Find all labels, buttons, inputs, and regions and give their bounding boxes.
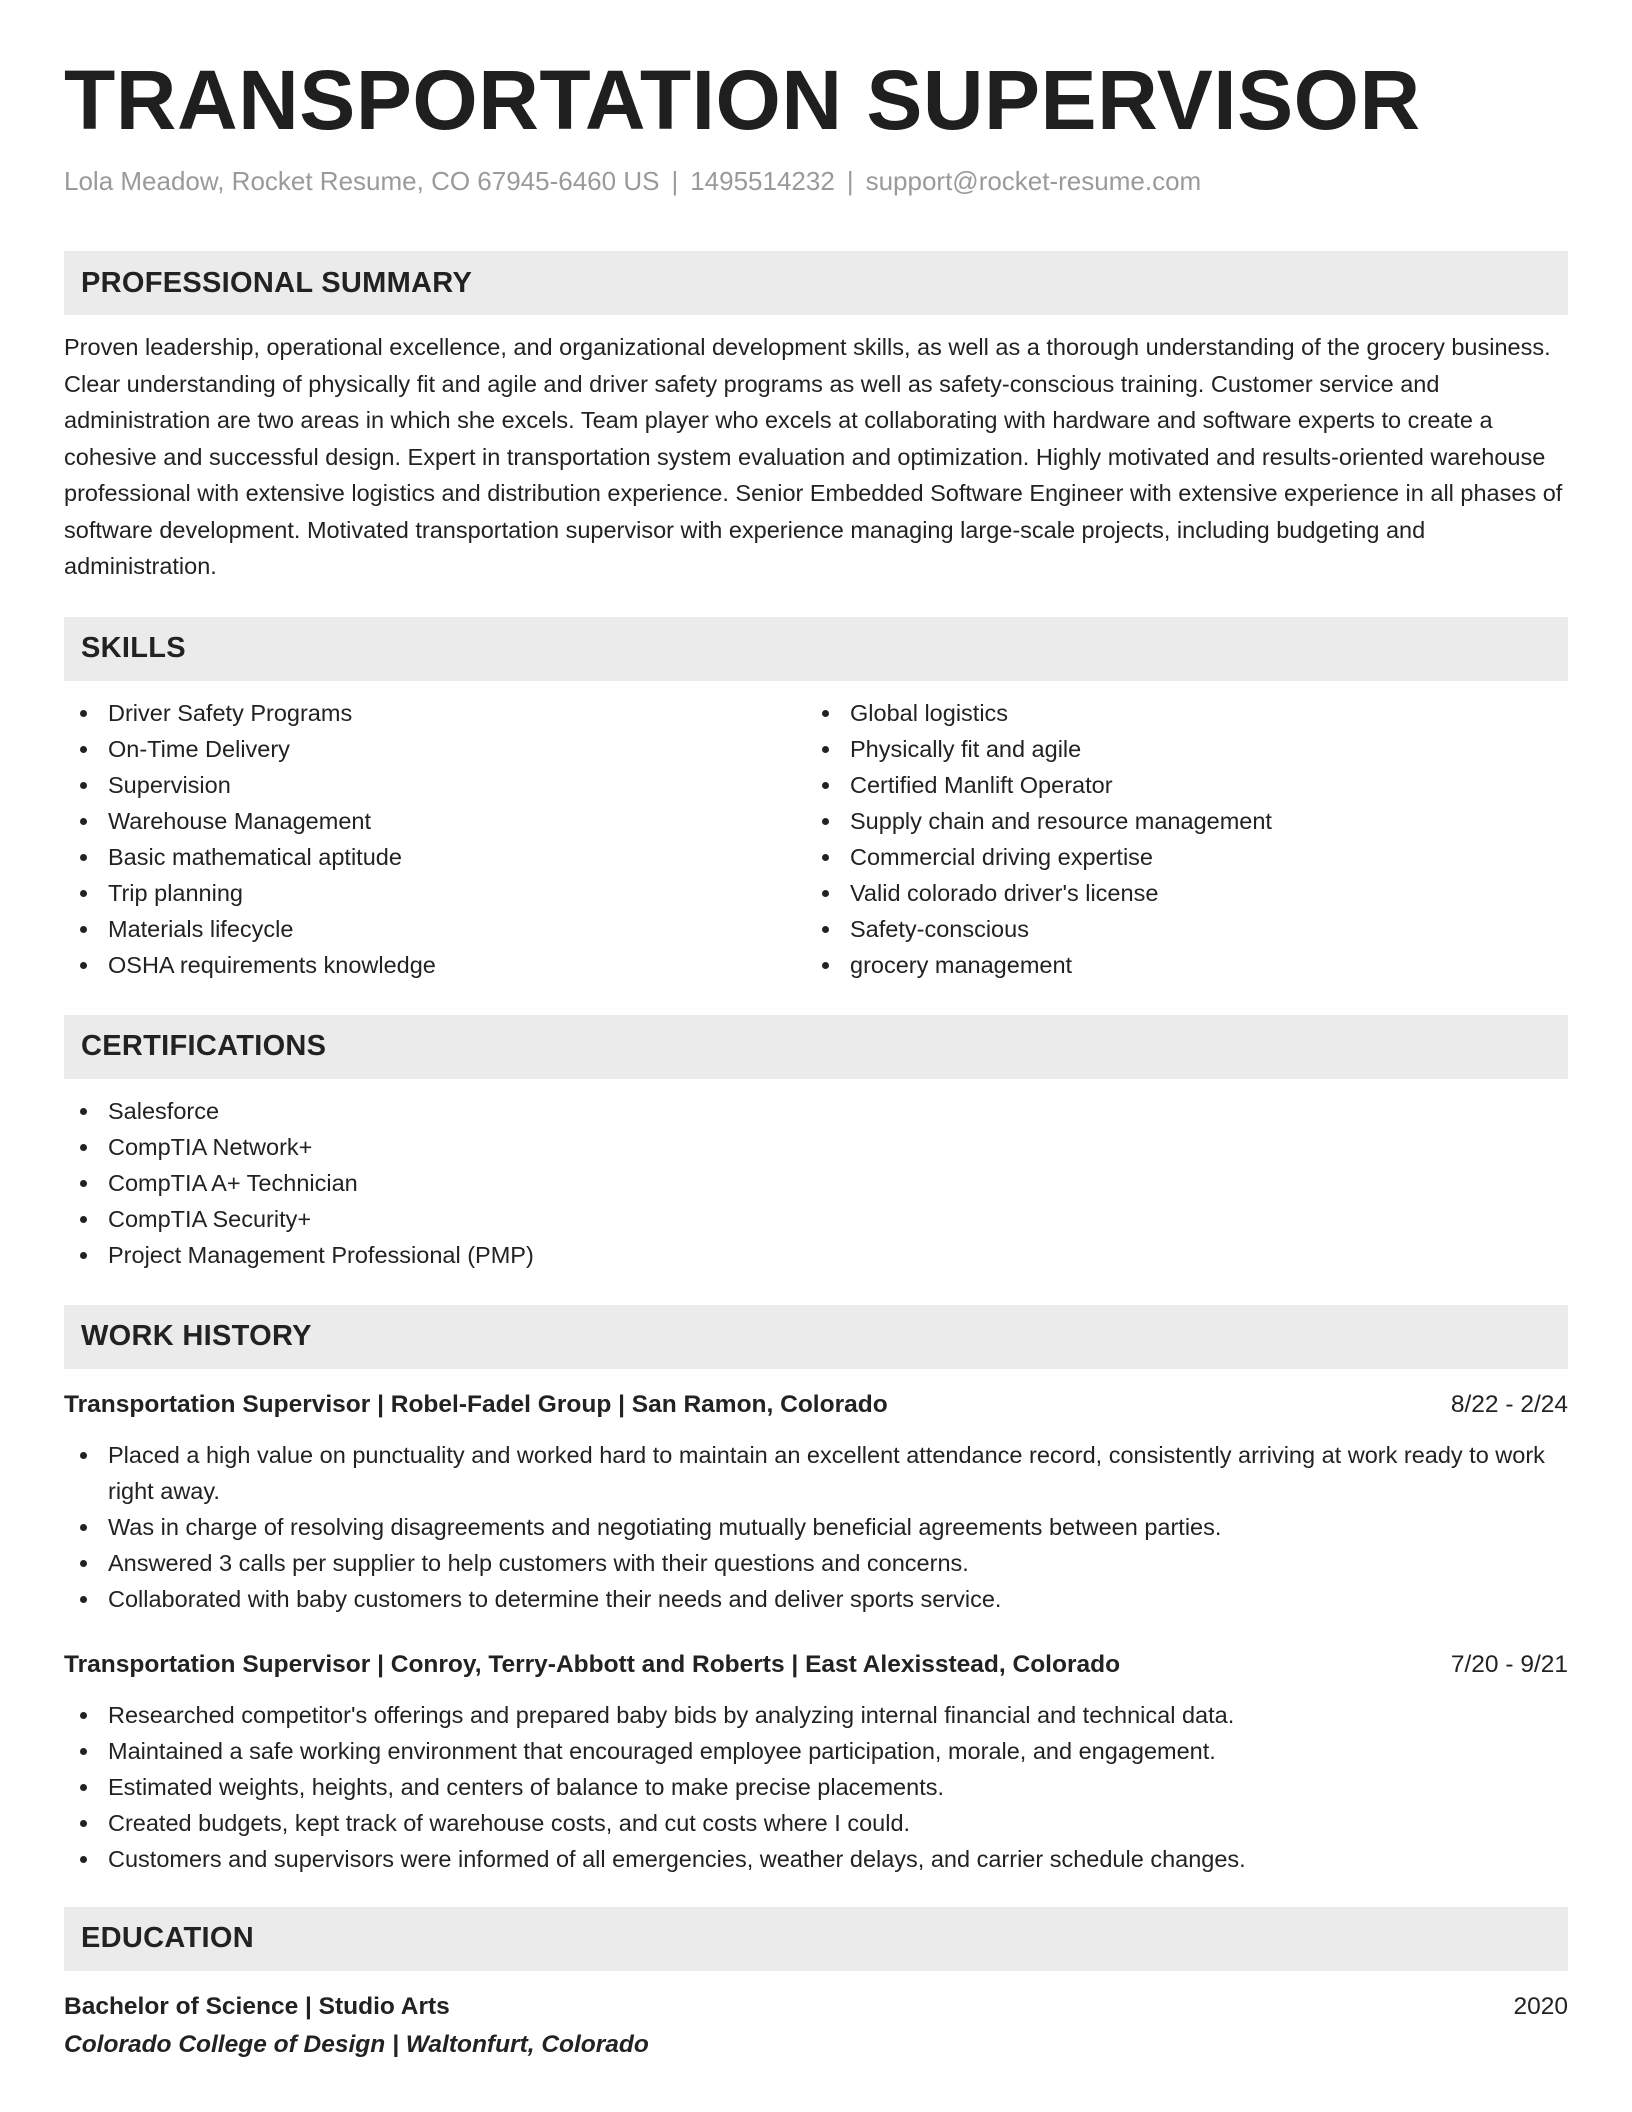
contact-phone: 1495514232 [690,166,835,197]
summary-text: Proven leadership, operational excellence, and organizational development skills, as well as a thorough understanding of the grocery business. Clear understanding of physically fit and agile and driver safety programs as well as safety-conscious training. Customer service and administration are two areas in which she excels. Team player who excels at collaborating with hardware and software experts to create a cohesive and successful design. Expert in transportation system evaluation and optimization. Highly motivated and results-oriented warehouse professional with extensive logistics and distribution experience. Senior Embedded Software Engineer with extensive experience in all phases of software development. Motivated transportation supervisor with experience managing large-scale projects, including budgeting and administration. [64,334,1563,580]
job-bullet: Customers and supervisors were informed of all emergencies, weather delays, and carrier schedule changes. [64,1841,1568,1877]
skill-item: On-Time Delivery [64,731,816,767]
education-entry [64,1989,1568,2065]
certifications-list [64,1093,1568,1273]
contact-separator: | [671,166,679,197]
job-bullets [64,1437,1568,1617]
contact-separator: | [846,166,854,197]
education-year: 2020 [1513,1992,1568,2020]
job-bullet: Created budgets, kept track of warehouse costs, and cut costs where I could. [64,1805,1568,1841]
job-bullets [64,1697,1568,1877]
skill-item: Valid colorado driver's license [806,875,1558,911]
education-degree: Bachelor of Science | Studio Arts [64,1992,450,2020]
skills-column-right [806,695,1558,983]
job-bullet: Answered 3 calls per supplier to help customers with their questions and concerns. [64,1545,1568,1581]
certification-item: Salesforce [64,1093,1568,1129]
skill-item: Materials lifecycle [64,911,816,947]
certification-item: CompTIA A+ Technician [64,1165,1568,1201]
job-header [64,1387,1568,1423]
job-dates: 8/22 - 2/24 [1450,1390,1568,1418]
skill-item: Safety-conscious [806,911,1558,947]
skill-item: Supply chain and resource management [806,803,1558,839]
contact-email: support@rocket-resume.com [865,166,1202,197]
job-header [64,1647,1568,1683]
section-header-education: EDUCATION [64,1907,1568,1971]
job-entry [64,1387,1568,1617]
section-header-skills: SKILLS [64,617,1568,681]
skill-item: Driver Safety Programs [64,695,816,731]
skill-item: OSHA requirements knowledge [64,947,816,983]
job-title: Transportation Supervisor | Conroy, Terry-Abbott and Roberts | East Alexisstead, Colorado [64,1650,1121,1678]
skills-column-left [64,695,816,983]
skill-item: Certified Manlift Operator [806,767,1558,803]
certification-item: CompTIA Network+ [64,1129,1568,1165]
job-dates: 7/20 - 9/21 [1450,1650,1568,1678]
contact-address: Lola Meadow, Rocket Resume, CO 67945-6460 US [64,166,660,197]
skills-list [64,695,1568,983]
section-header-work-history: WORK HISTORY [64,1305,1568,1369]
certification-item: CompTIA Security+ [64,1201,1568,1237]
job-bullet: Collaborated with baby customers to determine their needs and deliver sports service. [64,1581,1568,1617]
job-bullet: Placed a high value on punctuality and worked hard to maintain an excellent attendance record, consistently arriving at work ready to work right away. [64,1437,1568,1509]
section-header-certifications: CERTIFICATIONS [64,1015,1568,1079]
job-bullet: Researched competitor's offerings and prepared baby bids by analyzing internal financial and technical data. [64,1697,1568,1733]
skill-item: Global logistics [806,695,1558,731]
certification-item: Project Management Professional (PMP) [64,1237,1568,1273]
skill-item: Basic mathematical aptitude [64,839,816,875]
education-header [64,1989,1568,2025]
skill-item: Warehouse Management [64,803,816,839]
job-title: Transportation Supervisor | Robel-Fadel Group | San Ramon, Colorado [64,1390,888,1418]
skill-item: Commercial driving expertise [806,839,1558,875]
job-entry [64,1647,1568,1877]
skill-item: grocery management [806,947,1558,983]
job-bullet: Maintained a safe working environment that encouraged employee participation, morale, and engagement. [64,1733,1568,1769]
skill-item: Trip planning [64,875,816,911]
job-bullet: Estimated weights, heights, and centers of balance to make precise placements. [64,1769,1568,1805]
skill-item: Supervision [64,767,816,803]
job-bullet: Was in charge of resolving disagreements and negotiating mutually beneficial agreements between parties. [64,1509,1568,1545]
resume-title: TRANSPORTATION SUPERVISOR [64,53,1421,147]
skill-item: Physically fit and agile [806,731,1558,767]
education-school: Colorado College of Design | Waltonfurt, Colorado [64,2030,649,2058]
section-header-summary: PROFESSIONAL SUMMARY [64,251,1568,315]
contact-line [64,166,1568,197]
